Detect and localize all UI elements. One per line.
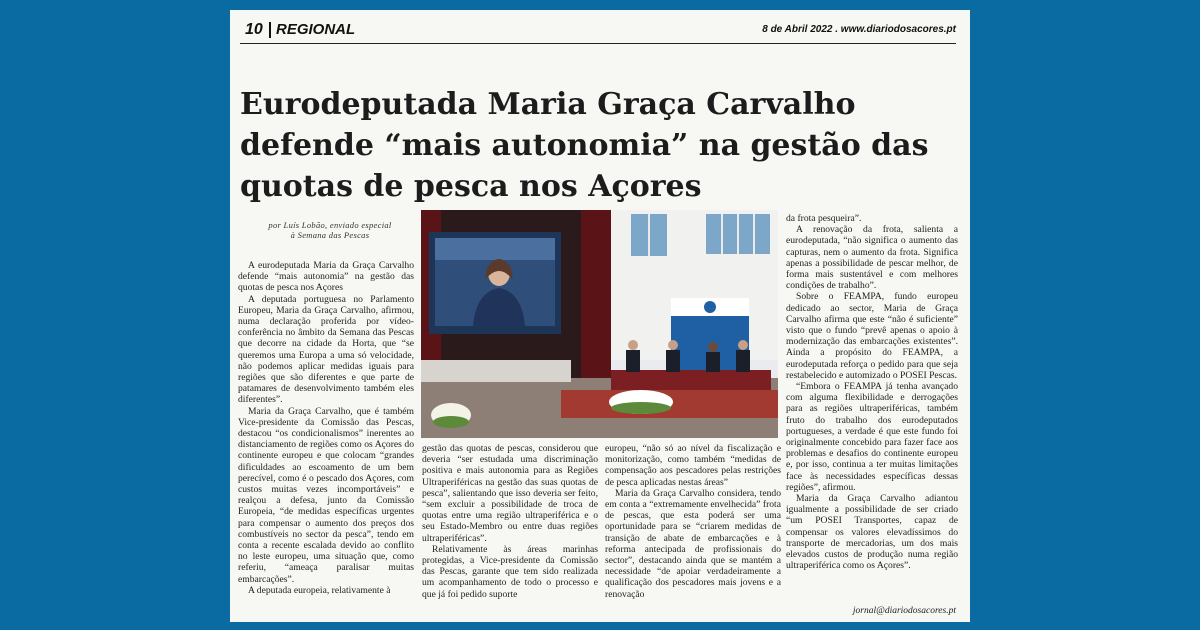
byline-event: à Semana das Pescas: [290, 230, 370, 240]
dateline: 8 de Abril 2022 . www.diariodosacores.pt: [762, 24, 956, 35]
article-column-3: [605, 443, 781, 616]
paragraph: Maria da Graça Carvalho, que é também Vice-presidente da Comissão das Pescas, destacou “os condicionalismos” inerentes ao distanciamento de regiões como os Açores do continente europeu e que colocam “grandes dificuldades ao escoamento de um bem perecível, como é o pescado dos Açores, com custos muitas vezes incomportáveis” e realçou a defesa, junto da Comissão Europeia, “de medidas específicas urgentes para compensar o aumento dos preços dos combustíveis no sector da pesca”, tendo em conta a recente escalada devido ao conflito no leste europeu, uma situação que, como referiu, “ameaça paralisar muitas embarcações”.: [238, 405, 414, 585]
paragraph: A deputada portuguesa no Parlamento Europeu, Maria da Graça Carvalho, afirmou, numa declaração proferida por vídeo-conferência no âmbito da Semana das Pescas que decorre na cidade da Horta, que “se queremos uma Europa a uma só velocidade, não podemos aplicar medidas iguais para regiões que são diferentes e que parte de patamares de desenvolvimento também eles diferentes”.: [238, 293, 414, 406]
article-column-1: [238, 260, 414, 616]
byline: [240, 220, 420, 240]
paragraph: A deputada europeia, relativamente à: [248, 584, 391, 596]
paragraph: A renovação da frota, salienta a eurodeputada, “não significa o aumento das capturas, nem o aumento da frota. Significa apenas a possibilidade de pescar melhor, de forma mais sustentável e com melhores condições de trabalho”.: [786, 224, 958, 292]
section-name: REGIONAL: [276, 21, 356, 38]
article-column-4: [786, 213, 958, 603]
contact-email: jornal@diariodosacores.pt: [852, 606, 956, 616]
byline-author: por Luís Lobão, enviado especial: [268, 220, 392, 230]
paragraph: Relativamente às áreas marinhas protegidas, a Vice-presidente da Comissão das Pescas, garante que tem sido realizada um acompanhamento de todo o processo e que já foi pedido suporte: [422, 543, 598, 600]
paragraph: gestão das quotas de pescas, considerou que deveria “ser estudada uma discriminação positiva e mais autonomia para as Regiões Ultraperiféricas na gestão das suas quotas de pesca”, salientando que isso deveria ser feito, “sem excluir a possibilidade de troca de quotas entre uma região ultraperiférica e o seu Estado-Membro ou entre duas regiões ultraperiféricas”.: [422, 443, 598, 544]
conference-photo: [421, 210, 778, 438]
paragraph: Maria da Graça Carvalho considera, tendo em conta a “extremamente envelhecida” frota de pescas, que esta poderá ser uma oportunidade para se “criarem medidas de transição de abate de embarcações e à reforma antecipada de profissionais do sector”, destacando ainda que se mantém a necessidade “de apoiar verdadeiramente a qualificação dos pescadores mais jovens e a renovação: [605, 487, 781, 600]
page-header: [240, 21, 956, 44]
paragraph: Maria da Graça Carvalho adiantou igualmente a possibilidade de ser criado “um POSEI Transportes, capaz de compensar os valores elevadíssimos do transporte de mercadorias, um dos mais elevados custos de produção numa região ultraperiférica como os Açores”.: [786, 493, 958, 572]
page-number: 10: [245, 21, 263, 38]
paragraph: “Embora o FEAMPA já tenha avançado com alguma flexibilidade e derrogações para as regiões ultraperiféricas, também fruto do trabalho dos eurodeputados portugueses, a verdade é que este fundo foi originalmente concebido para fazer face aos problemas e desafios do continente europeu e, por isso, continua a ter muitas limitações face às necessidades específicas dessas regiões”, afirmou.: [786, 381, 958, 493]
paragraph: Sobre o FEAMPA, fundo europeu dedicado ao sector, Maria de Graça Carvalho afirma que este “não é suficiente” visto que o fundo “prevê apenas o apoio à modernização das embarcações existentes”. Ainda a propósito do FEAMPA, a eurodeputada reforça o pedido para que seja restabelecido e automizado o POSEI Pescas.: [786, 291, 958, 381]
paragraph: da frota pesqueira”.: [786, 213, 862, 224]
article-column-2: [422, 443, 598, 616]
header-separator: [269, 22, 271, 38]
newspaper-page: [230, 10, 970, 622]
paragraph: A eurodeputada Maria da Graça Carvalho defende “mais autonomia” na gestão das quotas de pesca nos Açores: [238, 260, 414, 294]
paragraph: europeu, “não só ao nível da fiscalização e monitorização, como também “medidas de compensação aos pescadores pelas restrições de pesca aplicadas nestas áreas”: [605, 443, 781, 488]
headline: Eurodeputada Maria Graça Carvalho defende “mais autonomia” na gestão das quotas de pesca nos Açores: [240, 87, 929, 204]
